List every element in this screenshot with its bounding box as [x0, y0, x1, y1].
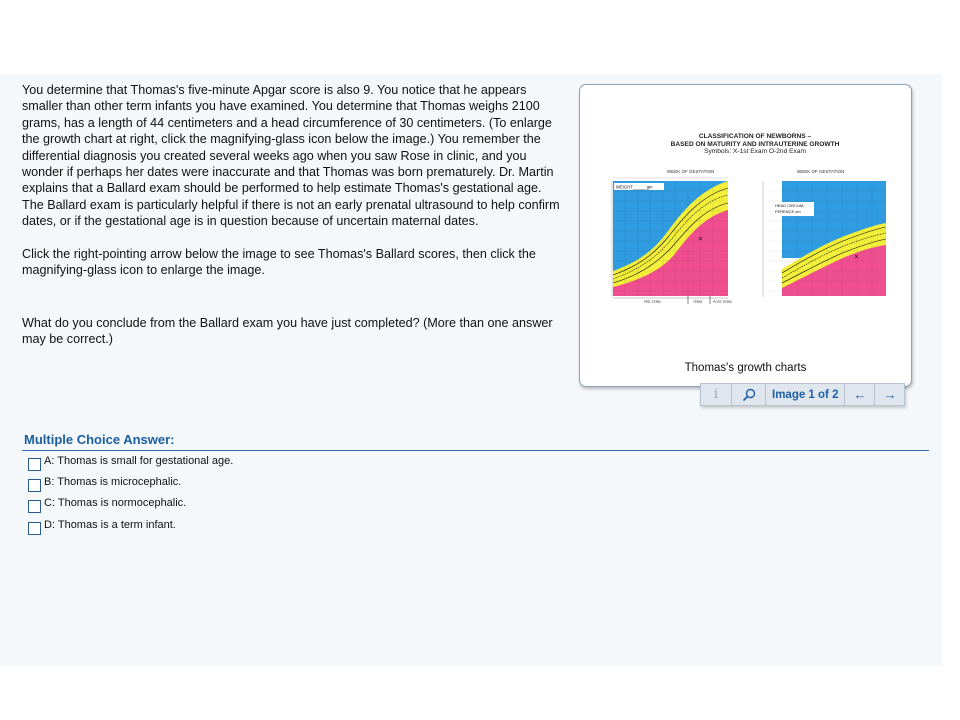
info-button[interactable] [701, 384, 732, 405]
chart-title-line: BASED ON MATURITY AND INTRAUTERINE GROWTH [670, 140, 840, 148]
image-page-indicator: Image 1 of 2 [766, 384, 845, 405]
question-paragraph: Click the right-pointing arrow below the image to see Thomas's Ballard scores, then click the magnifying-glass icon to enlarge the image. [22, 247, 536, 278]
answer-checkbox[interactable] [28, 500, 41, 513]
answer-label[interactable]: B: Thomas is microcephalic. [44, 476, 182, 489]
right-head-chart [764, 181, 886, 296]
axis-preterm: PRE-TERM [644, 300, 661, 304]
chart-white-zone [764, 181, 782, 296]
answer-checkbox[interactable] [28, 458, 41, 471]
head-label: HEAD CIRCUM- [775, 203, 805, 208]
right-arrow-icon: → [883, 387, 897, 402]
next-image-button[interactable] [875, 384, 904, 405]
right-chart-header: WEEK OF GESTATION [797, 169, 845, 174]
answer-label[interactable]: D: Thomas is a term infant. [44, 518, 176, 531]
content-panel [0, 74, 942, 666]
answer-choices [28, 454, 233, 539]
answer-option [28, 496, 233, 517]
multiple-choice-title: Multiple Choice Answer: [24, 432, 175, 447]
answer-option [28, 454, 233, 475]
figure-caption: Thomas's growth charts [684, 362, 807, 374]
answer-label[interactable]: A: Thomas is small for gestational age. [44, 455, 234, 467]
magnify-button[interactable] [732, 384, 766, 405]
axis-postterm: POST-TERM [713, 300, 732, 304]
figure-panel [579, 84, 912, 387]
question-paragraph: What do you conclude from the Ballard exam you have just completed? (More than one answer may be correct.) [22, 315, 553, 347]
divider [22, 450, 929, 451]
chart-symbols: Symbols: X-1st Exam O-2nd Exam [704, 148, 806, 155]
left-arrow-icon: ← [853, 387, 867, 402]
image-toolbar [700, 383, 905, 406]
question-paragraph: You determine that Thomas's five-minute Apgar score is also 9. You notice that he appears smaller than other term infants you have examined. You determine that Thomas weighs 2100 grams, has a length of 44 centimeters and a head circumference of 30 centimeters. (To enlarge the growth chart at right, click the magnifying-glass icon below the image.) You remember the differential diagnosis you created several weeks ago when you saw Rose in clinic, and you wonder if perhaps her dates were inaccurate and that Thomas was born prematurely. Dr. Martin explains that a Ballard exam should be performed to help estimate Thomas's gestational age. The Ballard exam is particularly helpful if there is not an early prenatal ultrasound to help confirm dates, or if the gestational age is in question because of uncertain maternal dates. [22, 83, 560, 229]
magnifying-glass-icon [742, 388, 756, 402]
answer-option [28, 518, 233, 539]
head-label: FERENCE cm [775, 209, 801, 214]
axis-term: TERM [693, 300, 703, 304]
left-chart-header: WEEK OF GESTATION [667, 169, 715, 174]
info-icon: i [713, 387, 719, 402]
answer-checkbox[interactable] [28, 479, 41, 492]
weight-label: WEIGHT______gm [616, 184, 653, 190]
answer-option [28, 475, 233, 496]
previous-image-button[interactable] [845, 384, 875, 405]
left-bottom-axis [613, 296, 732, 304]
left-weight-chart [613, 181, 728, 296]
question-text [22, 82, 562, 364]
chart-title-line: CLASSIFICATION OF NEWBORNS – [698, 133, 812, 140]
answer-checkbox[interactable] [28, 522, 41, 535]
answer-label[interactable]: C: Thomas is normocephalic. [44, 497, 187, 510]
growth-chart-image[interactable] [580, 85, 911, 355]
